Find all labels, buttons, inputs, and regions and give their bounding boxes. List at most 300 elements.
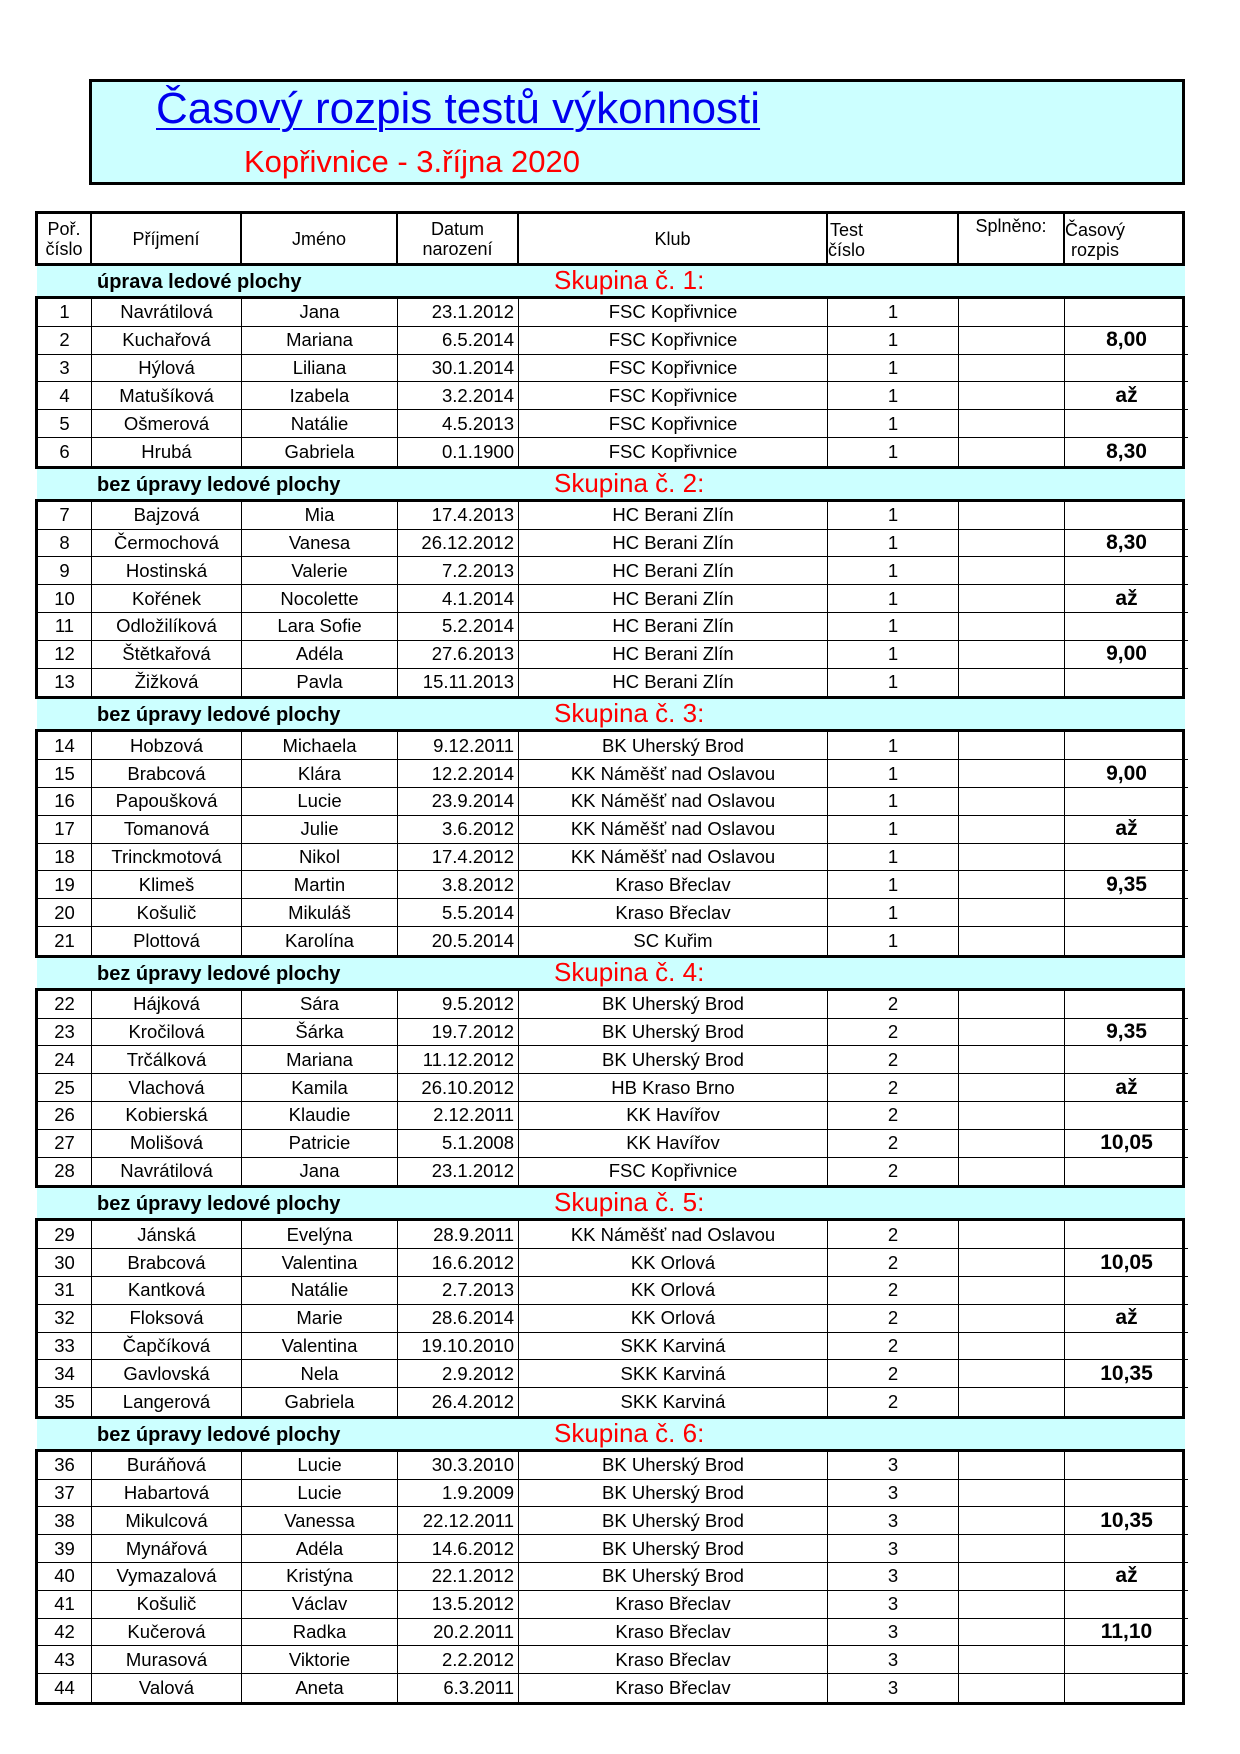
cell-surname: Hýlová xyxy=(92,355,242,383)
cell-surname: Ošmerová xyxy=(92,410,242,438)
cell-num: 7 xyxy=(38,502,92,530)
group-label: Skupina č. 4: xyxy=(554,956,705,987)
cell-name: Nela xyxy=(242,1360,398,1388)
cell-done xyxy=(959,871,1065,899)
cell-test: 1 xyxy=(828,438,959,466)
cell-surname: Trinckmotová xyxy=(92,844,242,872)
cell-num: 15 xyxy=(38,760,92,788)
cell-test: 2 xyxy=(828,1388,959,1416)
cell-surname: Kučerová xyxy=(92,1619,242,1647)
table-row xyxy=(38,1535,1185,1563)
cell-num: 34 xyxy=(38,1360,92,1388)
cell-done xyxy=(959,1674,1065,1702)
group-label: Skupina č. 3: xyxy=(554,698,705,729)
cell-name: Kristýna xyxy=(242,1563,398,1591)
cell-time: až xyxy=(1065,1563,1188,1591)
cell-surname: Kořének xyxy=(92,585,242,613)
cell-num: 17 xyxy=(38,816,92,844)
cell-num: 8 xyxy=(38,530,92,558)
cell-test: 3 xyxy=(828,1646,959,1674)
cell-surname: Buráňová xyxy=(92,1452,242,1480)
cell-surname: Kantková xyxy=(92,1277,242,1305)
cell-club: KK Orlová xyxy=(519,1305,828,1333)
cell-done xyxy=(959,382,1065,410)
cell-birth: 15.11.2013 xyxy=(398,669,519,697)
cell-done xyxy=(959,1305,1065,1333)
cell-birth: 6.3.2011 xyxy=(398,1674,519,1702)
cell-num: 10 xyxy=(38,585,92,613)
cell-name: Václav xyxy=(242,1591,398,1619)
cell-time xyxy=(1065,299,1188,327)
cell-num: 35 xyxy=(38,1388,92,1416)
cell-club: FSC Kopřivnice xyxy=(519,1158,828,1186)
cell-surname: Vymazalová xyxy=(92,1563,242,1591)
cell-name: Šárka xyxy=(242,1019,398,1047)
cell-time xyxy=(1065,1158,1188,1186)
cell-time: 8,30 xyxy=(1065,530,1188,558)
cell-done xyxy=(959,299,1065,327)
cell-club: Kraso Břeclav xyxy=(519,1591,828,1619)
cell-time: 11,10 xyxy=(1065,1619,1188,1647)
cell-time xyxy=(1065,669,1188,697)
table-row xyxy=(38,844,1185,872)
table-row xyxy=(38,1674,1185,1702)
cell-test: 3 xyxy=(828,1507,959,1535)
group-table xyxy=(35,1218,1185,1419)
cell-time xyxy=(1065,991,1188,1019)
table-row xyxy=(38,1221,1185,1249)
cell-num: 31 xyxy=(38,1277,92,1305)
cell-test: 1 xyxy=(828,355,959,383)
cell-club: BK Uherský Brod xyxy=(519,1046,828,1074)
cell-num: 3 xyxy=(38,355,92,383)
col-header-num: Poř. číslo xyxy=(38,214,92,263)
group-note: úprava ledové plochy xyxy=(97,271,302,293)
cell-surname: Klimeš xyxy=(92,871,242,899)
cell-birth: 30.3.2010 xyxy=(398,1452,519,1480)
cell-done xyxy=(959,899,1065,927)
cell-num: 25 xyxy=(38,1074,92,1102)
cell-club: BK Uherský Brod xyxy=(519,1019,828,1047)
cell-done xyxy=(959,1074,1065,1102)
cell-surname: Navrátilová xyxy=(92,1158,242,1186)
cell-club: BK Uherský Brod xyxy=(519,1452,828,1480)
cell-name: Jana xyxy=(242,1158,398,1186)
group-note: bez úpravy ledové plochy xyxy=(97,962,341,985)
cell-surname: Čapčíková xyxy=(92,1333,242,1361)
group-band xyxy=(35,266,1185,296)
cell-time xyxy=(1065,732,1188,760)
cell-birth: 5.5.2014 xyxy=(398,899,519,927)
cell-club: FSC Kopřivnice xyxy=(519,299,828,327)
cell-done xyxy=(959,557,1065,585)
group-note: bez úpravy ledové plochy xyxy=(97,1193,341,1216)
cell-club: KK Havířov xyxy=(519,1130,828,1158)
cell-surname: Matušíková xyxy=(92,382,242,410)
cell-birth: 2.2.2012 xyxy=(398,1646,519,1674)
cell-name: Natálie xyxy=(242,410,398,438)
cell-name: Vanesa xyxy=(242,530,398,558)
cell-name: Mia xyxy=(242,502,398,530)
cell-surname: Tomanová xyxy=(92,816,242,844)
table-row xyxy=(38,1046,1185,1074)
cell-time: 9,35 xyxy=(1065,871,1188,899)
cell-club: BK Uherský Brod xyxy=(519,732,828,760)
cell-num: 14 xyxy=(38,732,92,760)
cell-time xyxy=(1065,410,1188,438)
cell-name: Adéla xyxy=(242,1535,398,1563)
cell-test: 2 xyxy=(828,1102,959,1130)
cell-birth: 23.1.2012 xyxy=(398,299,519,327)
cell-time xyxy=(1065,557,1188,585)
cell-club: HC Berani Zlín xyxy=(519,530,828,558)
cell-birth: 7.2.2013 xyxy=(398,557,519,585)
cell-birth: 5.2.2014 xyxy=(398,613,519,641)
table-row xyxy=(38,1074,1185,1102)
table-header xyxy=(35,211,1185,266)
cell-club: Kraso Břeclav xyxy=(519,899,828,927)
cell-name: Vanessa xyxy=(242,1507,398,1535)
cell-done xyxy=(959,613,1065,641)
cell-birth: 19.10.2010 xyxy=(398,1333,519,1361)
group-table xyxy=(35,296,1185,469)
cell-name: Mikuláš xyxy=(242,899,398,927)
cell-done xyxy=(959,1249,1065,1277)
cell-num: 33 xyxy=(38,1333,92,1361)
cell-surname: Navrátilová xyxy=(92,299,242,327)
cell-birth: 4.1.2014 xyxy=(398,585,519,613)
cell-done xyxy=(959,1102,1065,1130)
cell-num: 43 xyxy=(38,1646,92,1674)
cell-test: 1 xyxy=(828,844,959,872)
cell-test: 1 xyxy=(828,732,959,760)
cell-birth: 5.1.2008 xyxy=(398,1130,519,1158)
cell-time xyxy=(1065,927,1188,955)
cell-name: Marie xyxy=(242,1305,398,1333)
cell-time: 9,00 xyxy=(1065,641,1188,669)
table-row xyxy=(38,585,1185,613)
cell-time xyxy=(1065,1591,1188,1619)
cell-club: BK Uherský Brod xyxy=(519,1507,828,1535)
cell-birth: 3.6.2012 xyxy=(398,816,519,844)
cell-name: Kamila xyxy=(242,1074,398,1102)
cell-club: KK Náměšť nad Oslavou xyxy=(519,844,828,872)
cell-birth: 9.5.2012 xyxy=(398,991,519,1019)
cell-club: KK Náměšť nad Oslavou xyxy=(519,788,828,816)
cell-club: FSC Kopřivnice xyxy=(519,327,828,355)
cell-club: KK Náměšť nad Oslavou xyxy=(519,760,828,788)
cell-club: HB Kraso Brno xyxy=(519,1074,828,1102)
table-row xyxy=(38,1480,1185,1508)
cell-name: Michaela xyxy=(242,732,398,760)
cell-surname: Habartová xyxy=(92,1480,242,1508)
group-note: bez úpravy ledové plochy xyxy=(97,704,341,727)
cell-birth: 6.5.2014 xyxy=(398,327,519,355)
col-header-done: Splněno: xyxy=(959,214,1065,263)
cell-time xyxy=(1065,1333,1188,1361)
cell-name: Evelýna xyxy=(242,1221,398,1249)
cell-club: SKK Karviná xyxy=(519,1388,828,1416)
cell-club: KK Havířov xyxy=(519,1102,828,1130)
cell-birth: 2.9.2012 xyxy=(398,1360,519,1388)
cell-birth: 23.9.2014 xyxy=(398,788,519,816)
table-row xyxy=(38,816,1185,844)
cell-birth: 26.4.2012 xyxy=(398,1388,519,1416)
cell-birth: 12.2.2014 xyxy=(398,760,519,788)
table-row xyxy=(38,871,1185,899)
cell-done xyxy=(959,1130,1065,1158)
cell-club: KK Náměšť nad Oslavou xyxy=(519,1221,828,1249)
cell-birth: 1.9.2009 xyxy=(398,1480,519,1508)
cell-time: 10,05 xyxy=(1065,1130,1188,1158)
cell-birth: 26.10.2012 xyxy=(398,1074,519,1102)
cell-surname: Kuchařová xyxy=(92,327,242,355)
cell-name: Jana xyxy=(242,299,398,327)
cell-test: 2 xyxy=(828,1130,959,1158)
cell-num: 42 xyxy=(38,1619,92,1647)
group-label: Skupina č. 6: xyxy=(554,1417,705,1448)
cell-name: Mariana xyxy=(242,1046,398,1074)
cell-birth: 17.4.2012 xyxy=(398,844,519,872)
cell-name: Nocolette xyxy=(242,585,398,613)
title-box xyxy=(89,79,1185,185)
cell-num: 28 xyxy=(38,1158,92,1186)
table-row xyxy=(38,410,1185,438)
cell-birth: 27.6.2013 xyxy=(398,641,519,669)
cell-name: Klára xyxy=(242,760,398,788)
cell-time xyxy=(1065,1221,1188,1249)
cell-club: SC Kuřim xyxy=(519,927,828,955)
cell-club: SKK Karviná xyxy=(519,1333,828,1361)
cell-name: Lucie xyxy=(242,1452,398,1480)
cell-club: KK Orlová xyxy=(519,1249,828,1277)
cell-done xyxy=(959,1452,1065,1480)
cell-club: FSC Kopřivnice xyxy=(519,355,828,383)
cell-num: 23 xyxy=(38,1019,92,1047)
cell-club: HC Berani Zlín xyxy=(519,669,828,697)
cell-club: FSC Kopřivnice xyxy=(519,382,828,410)
cell-time: 10,05 xyxy=(1065,1249,1188,1277)
cell-club: SKK Karviná xyxy=(519,1360,828,1388)
cell-birth: 26.12.2012 xyxy=(398,530,519,558)
cell-done xyxy=(959,1046,1065,1074)
cell-test: 2 xyxy=(828,991,959,1019)
cell-surname: Odložilíková xyxy=(92,613,242,641)
table-row xyxy=(38,1563,1185,1591)
table-row xyxy=(38,438,1185,466)
cell-club: Kraso Břeclav xyxy=(519,1674,828,1702)
table-row xyxy=(38,1277,1185,1305)
table-row xyxy=(38,760,1185,788)
cell-time: 9,00 xyxy=(1065,760,1188,788)
cell-test: 3 xyxy=(828,1591,959,1619)
cell-test: 3 xyxy=(828,1619,959,1647)
cell-test: 2 xyxy=(828,1221,959,1249)
cell-num: 39 xyxy=(38,1535,92,1563)
table-row xyxy=(38,502,1185,530)
group-band xyxy=(35,1419,1185,1449)
cell-surname: Kobierská xyxy=(92,1102,242,1130)
cell-done xyxy=(959,1535,1065,1563)
cell-done xyxy=(959,844,1065,872)
table-row xyxy=(38,530,1185,558)
cell-surname: Košulič xyxy=(92,1591,242,1619)
cell-test: 1 xyxy=(828,669,959,697)
cell-test: 1 xyxy=(828,641,959,669)
cell-done xyxy=(959,1563,1065,1591)
cell-test: 2 xyxy=(828,1249,959,1277)
cell-done xyxy=(959,816,1065,844)
table-row xyxy=(38,788,1185,816)
table-row xyxy=(38,382,1185,410)
cell-done xyxy=(959,438,1065,466)
cell-num: 13 xyxy=(38,669,92,697)
cell-num: 22 xyxy=(38,991,92,1019)
cell-test: 2 xyxy=(828,1074,959,1102)
cell-birth: 23.1.2012 xyxy=(398,1158,519,1186)
cell-club: KK Orlová xyxy=(519,1277,828,1305)
cell-test: 1 xyxy=(828,788,959,816)
cell-birth: 14.6.2012 xyxy=(398,1535,519,1563)
cell-birth: 22.1.2012 xyxy=(398,1563,519,1591)
cell-name: Pavla xyxy=(242,669,398,697)
table-row xyxy=(38,1333,1185,1361)
cell-done xyxy=(959,1333,1065,1361)
cell-num: 27 xyxy=(38,1130,92,1158)
cell-club: KK Náměšť nad Oslavou xyxy=(519,816,828,844)
cell-num: 37 xyxy=(38,1480,92,1508)
cell-name: Lara Sofie xyxy=(242,613,398,641)
cell-surname: Papoušková xyxy=(92,788,242,816)
table-row xyxy=(38,1130,1185,1158)
table-row xyxy=(38,299,1185,327)
cell-done xyxy=(959,760,1065,788)
cell-name: Gabriela xyxy=(242,438,398,466)
cell-name: Valentina xyxy=(242,1333,398,1361)
cell-name: Klaudie xyxy=(242,1102,398,1130)
cell-surname: Jánská xyxy=(92,1221,242,1249)
group-table xyxy=(35,1449,1185,1705)
col-header-time: Časový rozpis xyxy=(1065,219,1126,260)
table-row xyxy=(38,1452,1185,1480)
cell-birth: 9.12.2011 xyxy=(398,732,519,760)
cell-surname: Hájková xyxy=(92,991,242,1019)
col-header-club: Klub xyxy=(519,214,828,263)
cell-num: 12 xyxy=(38,641,92,669)
table-row xyxy=(38,1305,1185,1333)
cell-birth: 4.5.2013 xyxy=(398,410,519,438)
cell-num: 9 xyxy=(38,557,92,585)
cell-time xyxy=(1065,1452,1188,1480)
group-table xyxy=(35,988,1185,1189)
cell-club: HC Berani Zlín xyxy=(519,613,828,641)
cell-time xyxy=(1065,1046,1188,1074)
group-band xyxy=(35,958,1185,988)
cell-test: 1 xyxy=(828,382,959,410)
cell-done xyxy=(959,327,1065,355)
cell-done xyxy=(959,991,1065,1019)
cell-birth: 2.7.2013 xyxy=(398,1277,519,1305)
cell-done xyxy=(959,1507,1065,1535)
table-row xyxy=(38,1019,1185,1047)
cell-surname: Gavlovská xyxy=(92,1360,242,1388)
cell-surname: Mikulcová xyxy=(92,1507,242,1535)
cell-test: 1 xyxy=(828,585,959,613)
cell-birth: 28.9.2011 xyxy=(398,1221,519,1249)
cell-birth: 20.2.2011 xyxy=(398,1619,519,1647)
table-row xyxy=(38,641,1185,669)
page-subtitle: Kopřivnice - 3.října 2020 xyxy=(244,144,581,179)
cell-surname: Brabcová xyxy=(92,760,242,788)
group-band xyxy=(35,469,1185,499)
group-band xyxy=(35,1188,1185,1218)
cell-num: 11 xyxy=(38,613,92,641)
cell-test: 1 xyxy=(828,557,959,585)
cell-num: 26 xyxy=(38,1102,92,1130)
cell-time: až xyxy=(1065,585,1188,613)
cell-time xyxy=(1065,502,1188,530)
group-label: Skupina č. 2: xyxy=(554,467,705,498)
cell-birth: 3.2.2014 xyxy=(398,382,519,410)
cell-test: 2 xyxy=(828,1305,959,1333)
cell-done xyxy=(959,1591,1065,1619)
cell-test: 1 xyxy=(828,327,959,355)
cell-test: 2 xyxy=(828,1019,959,1047)
cell-name: Nikol xyxy=(242,844,398,872)
cell-time xyxy=(1065,1388,1188,1416)
group-band xyxy=(35,699,1185,729)
cell-test: 1 xyxy=(828,816,959,844)
cell-done xyxy=(959,1360,1065,1388)
cell-test: 3 xyxy=(828,1674,959,1702)
cell-name: Izabela xyxy=(242,382,398,410)
cell-num: 5 xyxy=(38,410,92,438)
cell-done xyxy=(959,1277,1065,1305)
cell-birth: 2.12.2011 xyxy=(398,1102,519,1130)
cell-name: Valentina xyxy=(242,1249,398,1277)
cell-surname: Kročilová xyxy=(92,1019,242,1047)
cell-surname: Langerová xyxy=(92,1388,242,1416)
cell-num: 4 xyxy=(38,382,92,410)
cell-done xyxy=(959,1619,1065,1647)
cell-club: Kraso Břeclav xyxy=(519,1619,828,1647)
cell-club: BK Uherský Brod xyxy=(519,991,828,1019)
cell-num: 32 xyxy=(38,1305,92,1333)
cell-surname: Štětkařová xyxy=(92,641,242,669)
cell-test: 2 xyxy=(828,1158,959,1186)
table-row xyxy=(38,1646,1185,1674)
cell-done xyxy=(959,1019,1065,1047)
cell-birth: 0.1.1900 xyxy=(398,438,519,466)
cell-done xyxy=(959,530,1065,558)
table-row xyxy=(38,1360,1185,1388)
cell-num: 38 xyxy=(38,1507,92,1535)
table-row xyxy=(38,1507,1185,1535)
cell-name: Valerie xyxy=(242,557,398,585)
schedule-table xyxy=(35,211,1185,1705)
cell-done xyxy=(959,641,1065,669)
cell-done xyxy=(959,1646,1065,1674)
cell-test: 2 xyxy=(828,1277,959,1305)
cell-num: 30 xyxy=(38,1249,92,1277)
cell-test: 1 xyxy=(828,871,959,899)
cell-name: Patricie xyxy=(242,1130,398,1158)
cell-name: Viktorie xyxy=(242,1646,398,1674)
cell-time: 10,35 xyxy=(1065,1360,1188,1388)
cell-surname: Hrubá xyxy=(92,438,242,466)
cell-num: 41 xyxy=(38,1591,92,1619)
cell-time xyxy=(1065,788,1188,816)
